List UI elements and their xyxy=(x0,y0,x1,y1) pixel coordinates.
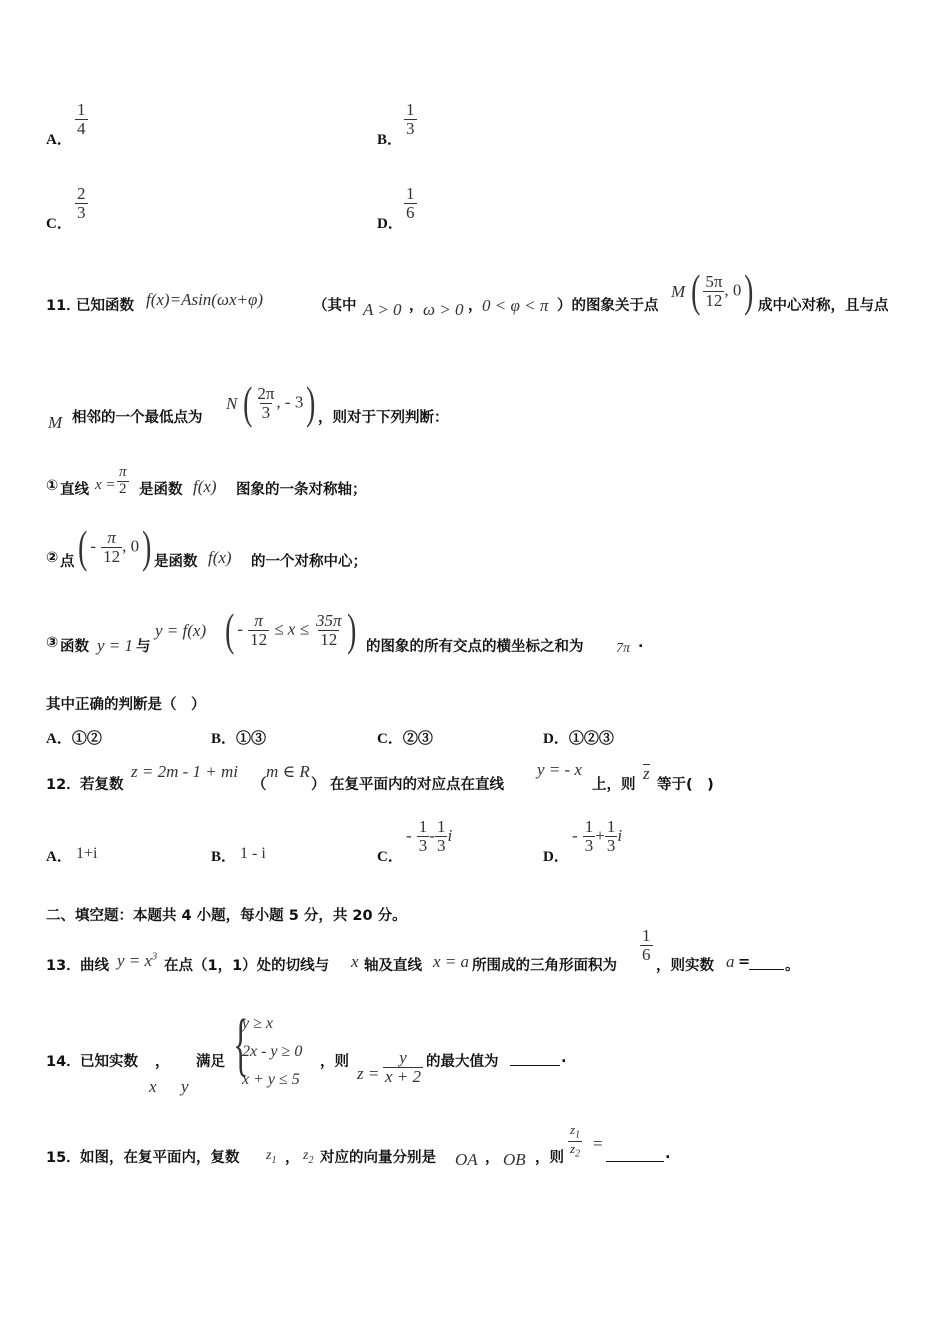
q11-text3: ）的图象关于点 xyxy=(557,298,659,314)
q14-text3: ，则 xyxy=(320,1054,349,1070)
q13-answer-blank[interactable] xyxy=(749,954,784,970)
q11-item2-point: ( - $\frac{\pi}{12}$ , 0) xyxy=(78,521,152,572)
q13-text4: 所围成的三角形面积为 xyxy=(472,958,617,974)
q14-constraint-2: 2x - y ≥ 0 xyxy=(242,1043,303,1060)
frac-num: 35π xyxy=(316,610,342,630)
q13-text5: ，则实数 xyxy=(656,958,714,974)
q11-item2-text3: 的一个对称中心； xyxy=(251,554,367,570)
q11-item3-text2: 与 xyxy=(136,639,151,655)
q14-z: z = xyxy=(357,1064,380,1083)
q10-option-a-label: A． xyxy=(46,132,72,148)
q12-cond-open: （ xyxy=(252,777,267,793)
q13-text2: 在点（1，1）处的切线与 xyxy=(164,958,330,974)
q10-option-a-fraction xyxy=(75,101,88,138)
q11-item3-mark: ③ xyxy=(46,635,59,651)
q13-number: 13． xyxy=(46,958,81,974)
q11-text4: 成中心对称，且与点 xyxy=(758,298,889,314)
inequality: ≤ x ≤ xyxy=(274,619,309,639)
frac-den: 3 xyxy=(436,835,446,855)
frac-den: 3 xyxy=(406,118,415,138)
q10-option-c-fraction xyxy=(75,185,88,222)
q11-text5: 相邻的一个最低点为 xyxy=(72,410,203,426)
frac-den: $z_2$ xyxy=(570,1141,581,1160)
frac-den: 3 xyxy=(606,835,616,855)
frac-num: π xyxy=(254,610,263,630)
q12-text1: 若复数 xyxy=(80,777,124,793)
frac-den: 3 xyxy=(584,835,594,855)
frac-num: y xyxy=(399,1048,407,1067)
q11-text2: （其中 xyxy=(313,298,357,314)
q11-item1-f: f(x) xyxy=(193,477,217,496)
q11-item2-text1: 点 xyxy=(60,554,75,570)
q12-option-b-value: 1 - i xyxy=(240,845,266,862)
q13-text1: 曲线 xyxy=(80,958,109,974)
q14-constraint-1: y ≥ x xyxy=(242,1015,273,1032)
q15-oa: OA xyxy=(455,1150,478,1169)
q10-option-b-label: B． xyxy=(377,132,403,148)
q11-point-m-coords: ( $\frac{5\pi}{12}$ , 0) xyxy=(691,265,754,316)
q11-item3-y: y = 1 xyxy=(97,636,134,655)
q15-z2 xyxy=(303,1148,313,1166)
q11-item2-text2: 是函数 xyxy=(154,554,198,570)
q15-z1 xyxy=(266,1148,276,1166)
q11-item1-lhs: x = xyxy=(95,477,116,493)
q11-sep: ， xyxy=(409,298,424,314)
neg-sign: - xyxy=(406,825,412,845)
q14-var-x: x xyxy=(149,1077,157,1096)
q12-cond: m ∈ R xyxy=(266,762,310,781)
q15-ob: OB xyxy=(503,1150,526,1169)
q15-text1: 如图，在复平面内，复数 xyxy=(80,1150,240,1166)
frac-num: 1 xyxy=(406,184,415,203)
q11-item3-text1: 函数 xyxy=(60,639,89,655)
q14-brace: { xyxy=(233,1006,249,1083)
q14-comma: ， xyxy=(155,1054,170,1070)
q11-cond-a: A > 0 xyxy=(363,300,402,319)
q14-answer-blank[interactable] xyxy=(510,1050,560,1066)
q11-item2-f: f(x) xyxy=(208,548,232,567)
q11-option-b: B．①③ xyxy=(211,731,267,747)
q14-end: . xyxy=(561,1050,567,1066)
neg-sign: - xyxy=(237,619,243,639)
q11-item3-f: y = f(x) xyxy=(155,621,207,640)
q15-ratio xyxy=(568,1123,582,1160)
q11-item1-text2: 是函数 xyxy=(139,482,183,498)
neg-sign: - xyxy=(572,825,578,845)
frac-num: 1 xyxy=(418,817,428,836)
q15-sep2: ， xyxy=(485,1150,500,1166)
q13-area xyxy=(640,927,653,964)
q11-item3-text3: 的图象的所有交点的横坐标之和为 xyxy=(366,639,584,655)
q15-answer-blank[interactable] xyxy=(606,1146,664,1162)
q11-number: 11． xyxy=(46,298,81,314)
q11-function: f(x)=Asin(ωx+φ) xyxy=(146,290,264,309)
q11-option-d: D．①②③ xyxy=(543,731,614,747)
q12-line: y = - x xyxy=(537,760,582,779)
q13-x: x xyxy=(351,952,359,971)
q11-cond-omega: ω > 0 xyxy=(423,300,464,319)
frac-den: 6 xyxy=(642,944,651,964)
q11-item1-fraction xyxy=(117,465,129,498)
frac-den: 12 xyxy=(705,290,723,310)
q12-cond-close: ） xyxy=(311,777,326,793)
q11-point-m: M xyxy=(671,282,686,301)
q11-item1-mark: ① xyxy=(46,478,59,494)
q13-curve xyxy=(117,951,157,971)
q15-text3: ，则 xyxy=(535,1150,564,1166)
coord-tail: , - 3 xyxy=(276,392,304,412)
z2-base: z xyxy=(303,1148,309,1163)
q13-curve-base: y = x xyxy=(117,951,153,970)
frac-den: 2 xyxy=(119,480,127,497)
frac-den: 3 xyxy=(77,202,86,222)
q12-text3: 上，则 xyxy=(592,777,636,793)
q12-option-c-value xyxy=(406,818,452,855)
q12-text2: 在复平面内的对应点在直线 xyxy=(330,777,504,793)
q10-option-c-label: C． xyxy=(46,216,72,232)
frac-den: 4 xyxy=(77,118,86,138)
q11-point-n: N xyxy=(226,394,238,413)
q13-text6: = xyxy=(738,954,751,970)
q13-end: 。 xyxy=(785,958,800,974)
frac-num: 1 xyxy=(606,817,616,836)
q12-option-d-label: D． xyxy=(543,849,569,865)
q11-text1: 已知函数 xyxy=(76,298,134,314)
frac-num: $z_1$ xyxy=(570,1122,581,1141)
q13-curve-exp: 3 xyxy=(152,951,158,963)
q11-item3-end: . xyxy=(638,635,644,651)
q11-option-c: C．②③ xyxy=(377,731,433,747)
q11-item1-text3: 图象的一条对称轴； xyxy=(236,482,367,498)
q13-a: a xyxy=(726,952,735,971)
frac-den: 3 xyxy=(261,402,271,422)
q14-z-fraction xyxy=(383,1049,423,1086)
z2-sub: 2 xyxy=(308,1154,314,1166)
q14-number: 14． xyxy=(46,1054,81,1070)
q12-option-b-label: B． xyxy=(211,849,237,865)
operator: - xyxy=(429,825,435,845)
q11-option-a: A．①② xyxy=(46,731,102,747)
frac-num: 2π xyxy=(257,383,275,403)
operator: + xyxy=(595,825,605,845)
q13-line: x = a xyxy=(433,952,470,971)
frac-den: 12 xyxy=(103,546,121,566)
frac-num: 5π xyxy=(705,271,723,291)
q11-text6: ，则对于下列判断： xyxy=(318,410,449,426)
q11-item1-text1: 直线 xyxy=(60,482,89,498)
q14-text1: 已知实数 xyxy=(80,1054,138,1070)
q13-text3: 轴及直线 xyxy=(364,958,422,974)
section2-title: 二、填空题：本题共 4 小题，每小题 5 分，共 20 分。 xyxy=(46,908,407,924)
imag-unit: i xyxy=(617,825,623,845)
q12-option-a-label: A． xyxy=(46,849,72,865)
q11-point-n-coords: ( $\frac{2\pi}{3}$ , - 3) xyxy=(243,377,316,428)
q14-var-y: y xyxy=(181,1077,189,1096)
frac-num: 1 xyxy=(436,817,446,836)
frac-num: 1 xyxy=(584,817,594,836)
frac-den: 12 xyxy=(320,629,338,649)
coord-tail: , 0 xyxy=(724,280,742,300)
q12-text4: 等于( ) xyxy=(657,777,714,793)
frac-den: 3 xyxy=(418,835,428,855)
q15-end: . xyxy=(665,1146,671,1162)
z1-sub: 1 xyxy=(271,1154,277,1166)
q11-m-ref: M xyxy=(48,413,63,432)
frac-num: π xyxy=(107,527,116,547)
q14-constraint-3: x + y ≤ 5 xyxy=(242,1071,300,1088)
q12-z-bar: z xyxy=(643,764,650,783)
q12-number: 12． xyxy=(46,777,81,793)
q15-text2: 对应的向量分别是 xyxy=(320,1150,436,1166)
q12-z-expression: z = 2m - 1 + mi xyxy=(131,762,238,781)
frac-den: 6 xyxy=(406,202,415,222)
frac-den: 12 xyxy=(250,629,268,649)
q11-item2-mark: ② xyxy=(46,550,59,566)
q11-sep2: ， xyxy=(468,298,483,314)
q11-item3-sum: 7π xyxy=(616,641,631,656)
frac-num: 1 xyxy=(642,926,651,945)
q10-option-d-label: D． xyxy=(377,216,403,232)
q12-option-a-value: 1+i xyxy=(76,845,98,862)
z1-base: z xyxy=(266,1148,272,1163)
q14-text4: 的最大值为 xyxy=(426,1054,499,1070)
frac-num: 1 xyxy=(77,100,86,119)
q15-sep: ， xyxy=(285,1150,300,1166)
q11-cond-phi: 0 < φ < π xyxy=(482,296,549,315)
q14-text2: 满足 xyxy=(196,1054,225,1070)
q10-option-d-fraction xyxy=(404,185,417,222)
imag-unit: i xyxy=(447,825,453,845)
q11-prompt: 其中正确的判断是（ ） xyxy=(46,697,206,713)
q12-option-c-label: C． xyxy=(377,849,403,865)
frac-den: x + 2 xyxy=(385,1066,422,1086)
frac-num: 2 xyxy=(77,184,86,203)
q11-item3-domain: ( - $\frac{\pi}{12}$ ≤ x ≤ $\frac{35\pi}{12}$ ) xyxy=(225,604,356,655)
frac-num: π xyxy=(119,464,127,480)
q10-option-b-fraction xyxy=(404,101,417,138)
q15-equals: = xyxy=(593,1134,603,1153)
coord-tail: , 0 xyxy=(122,536,140,556)
q12-option-d-value xyxy=(572,818,622,855)
neg-sign: - xyxy=(90,536,96,556)
q15-number: 15． xyxy=(46,1150,81,1166)
frac-num: 1 xyxy=(406,100,415,119)
